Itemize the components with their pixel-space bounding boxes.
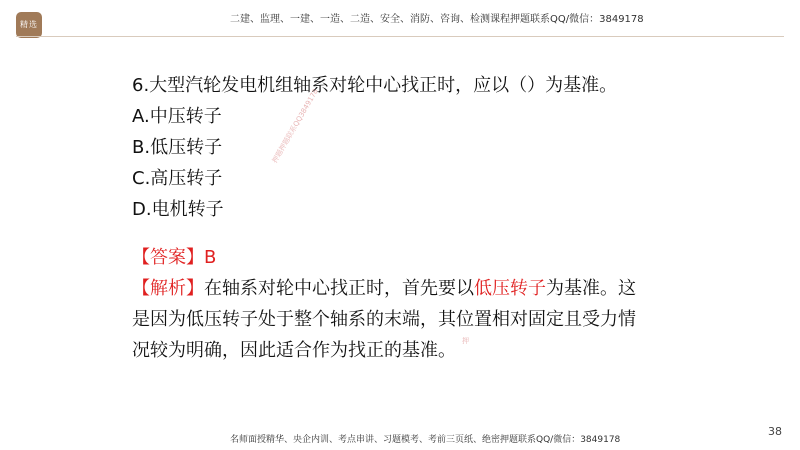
watermark-fragment: 押 xyxy=(462,337,469,345)
answer-line xyxy=(132,242,652,273)
option-b: B.低压转子 xyxy=(132,137,223,158)
watermark: 押题押题联系QQ3849178 xyxy=(270,87,320,165)
option-d: D.电机转子 xyxy=(132,199,224,220)
header-divider xyxy=(16,36,784,37)
answer-value: B xyxy=(204,247,217,268)
explanation-label: 【解析】 xyxy=(132,278,204,299)
footer-contact-text: 名师面授精华、央企内训、考点串讲、习题模考、考前三页纸、绝密押题联系QQ/微信：3849178 xyxy=(230,435,621,445)
logo: 精选 xyxy=(16,12,42,38)
explanation-after: 为基准。这是因为低压转子处于整个轴系的末端，其位置相对固定且受力情况较为明确，因此适合作为找正的基准。 xyxy=(132,278,636,361)
page-number: 38 xyxy=(768,425,782,438)
question-content xyxy=(132,70,652,366)
explanation xyxy=(132,273,652,366)
header-contact-text: 二建、监理、一建、一造、二造、安全、消防、咨询、检测课程押题联系QQ/微信：3849178 xyxy=(230,14,644,25)
option-c: C.高压转子 xyxy=(132,168,223,189)
answer-label: 【答案】 xyxy=(132,247,204,268)
explanation-highlight: 低压转子 xyxy=(474,278,546,299)
question-stem: 6.大型汽轮发电机组轴系对轮中心找正时，应以（）为基准。 xyxy=(132,75,618,96)
option-a: A.中压转子 xyxy=(132,106,222,127)
explanation-before: 在轴系对轮中心找正时，首先要以 xyxy=(204,278,474,299)
spacer xyxy=(132,225,652,242)
